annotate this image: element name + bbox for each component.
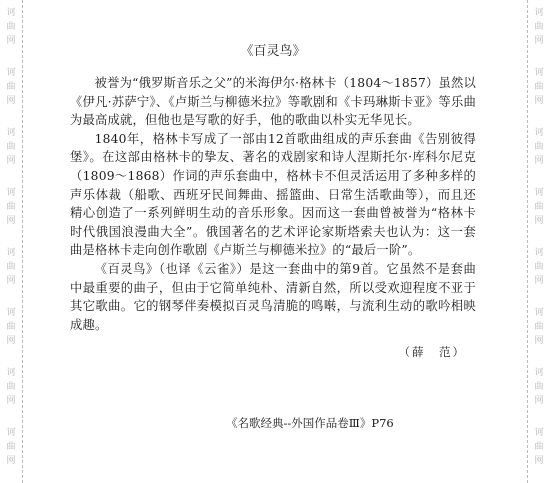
watermark-glyph: 网 <box>534 96 544 106</box>
watermark-glyph: 网 <box>6 456 16 466</box>
watermark-glyph: 曲 <box>6 82 16 92</box>
watermark-glyph: 诃 <box>534 188 544 198</box>
watermark-glyph: 网 <box>6 36 16 46</box>
watermark-glyph: 诃 <box>534 68 544 78</box>
paragraph-intro: 被誉为“俄罗斯音乐之父”的米海伊尔·格林卡（1804～1857）虽然以《伊凡·苏萨宁》、《卢斯兰与柳德米拉》等歌剧和《卡玛琳斯卡亚》等乐曲为最高成就，但他也是写歌的好手，他的歌曲以朴实无华见长。 <box>70 76 476 128</box>
watermark-glyph: 曲 <box>6 202 16 212</box>
watermark-glyph: 诃 <box>6 188 16 198</box>
watermark-glyph: 曲 <box>6 142 16 152</box>
watermark-glyph: 诃 <box>6 8 16 18</box>
watermark-glyph: 曲 <box>534 382 544 392</box>
watermark-glyph: 曲 <box>534 442 544 452</box>
watermark-glyph: 诃 <box>6 68 16 78</box>
author-signature: （薛 范） <box>398 345 466 360</box>
watermark-glyph: 诃 <box>6 308 16 318</box>
paragraph-history: 1840年，格林卡写成了一部由12首歌曲组成的声乐套曲《告别彼得堡》。在这部由格林卡的挚友、著名的戏剧家和诗人涅斯托尔·库科尔尼克（1809～1868）作词的声乐套曲中，格林卡不但灵活运用了多种多样的声乐体裁（船歌、西班牙民间舞曲、摇篮曲、日常生活歌曲等），而且还精心创造了一系列鲜明生动的音乐形象。因而这一套曲曾被誉为“格林卡时代俄国浪漫曲大全”。俄国著名的艺术评论家斯塔索夫也认为：这一套曲是格林卡走向创作歌剧《卢斯兰与柳德米拉》的“最后一阶”。 <box>70 131 476 258</box>
watermark-glyph: 曲 <box>6 442 16 452</box>
watermark-glyph: 网 <box>534 216 544 226</box>
watermark-glyph: 曲 <box>534 22 544 32</box>
watermark-glyph: 曲 <box>6 322 16 332</box>
watermark-glyph: 网 <box>534 396 544 406</box>
watermark-glyph: 网 <box>6 96 16 106</box>
watermark-glyph: 网 <box>6 156 16 166</box>
watermark-glyph: 网 <box>534 456 544 466</box>
watermark-glyph: 诃 <box>6 128 16 138</box>
watermark-glyph: 诃 <box>534 308 544 318</box>
watermark-glyph: 曲 <box>534 82 544 92</box>
paragraph-description: 《百灵鸟》（也译《云雀》）是这一套曲中的第9首。它虽然不是套曲中最重要的曲子，但由于它简单纯朴、清新自然，所以受欢迎程度不亚于其它歌曲。它的钢琴伴奏模拟百灵鸟清脆的鸣啭，与流利生动的歌吟相映成趣。 <box>70 261 476 332</box>
watermark-glyph: 网 <box>6 396 16 406</box>
watermark-glyph: 诃 <box>6 248 16 258</box>
watermark-glyph: 诃 <box>534 128 544 138</box>
watermark-glyph: 网 <box>6 276 16 286</box>
watermark-glyph: 网 <box>6 336 16 346</box>
watermark-glyph: 曲 <box>534 322 544 332</box>
watermark-glyph: 诃 <box>534 248 544 258</box>
watermark-glyph: 诃 <box>534 368 544 378</box>
watermark-glyph: 网 <box>534 336 544 346</box>
watermark-glyph: 诃 <box>6 368 16 378</box>
source-citation: 《名歌经典--外国作品卷Ⅲ》P76 <box>226 416 394 430</box>
watermark-glyph: 曲 <box>534 142 544 152</box>
watermark-glyph: 诃 <box>534 8 544 18</box>
watermark-glyph: 诃 <box>534 428 544 438</box>
watermark-glyph: 网 <box>534 156 544 166</box>
document-title: 《百灵鸟》 <box>240 44 306 59</box>
watermark-glyph: 曲 <box>6 382 16 392</box>
watermark-glyph: 曲 <box>534 202 544 212</box>
document-page <box>70 44 476 360</box>
watermark-glyph: 网 <box>534 36 544 46</box>
watermark-glyph: 曲 <box>534 262 544 272</box>
watermark-glyph: 网 <box>6 216 16 226</box>
watermark-glyph: 网 <box>534 276 544 286</box>
watermark-glyph: 诃 <box>6 428 16 438</box>
watermark-glyph: 曲 <box>6 22 16 32</box>
watermark-glyph: 曲 <box>6 262 16 272</box>
